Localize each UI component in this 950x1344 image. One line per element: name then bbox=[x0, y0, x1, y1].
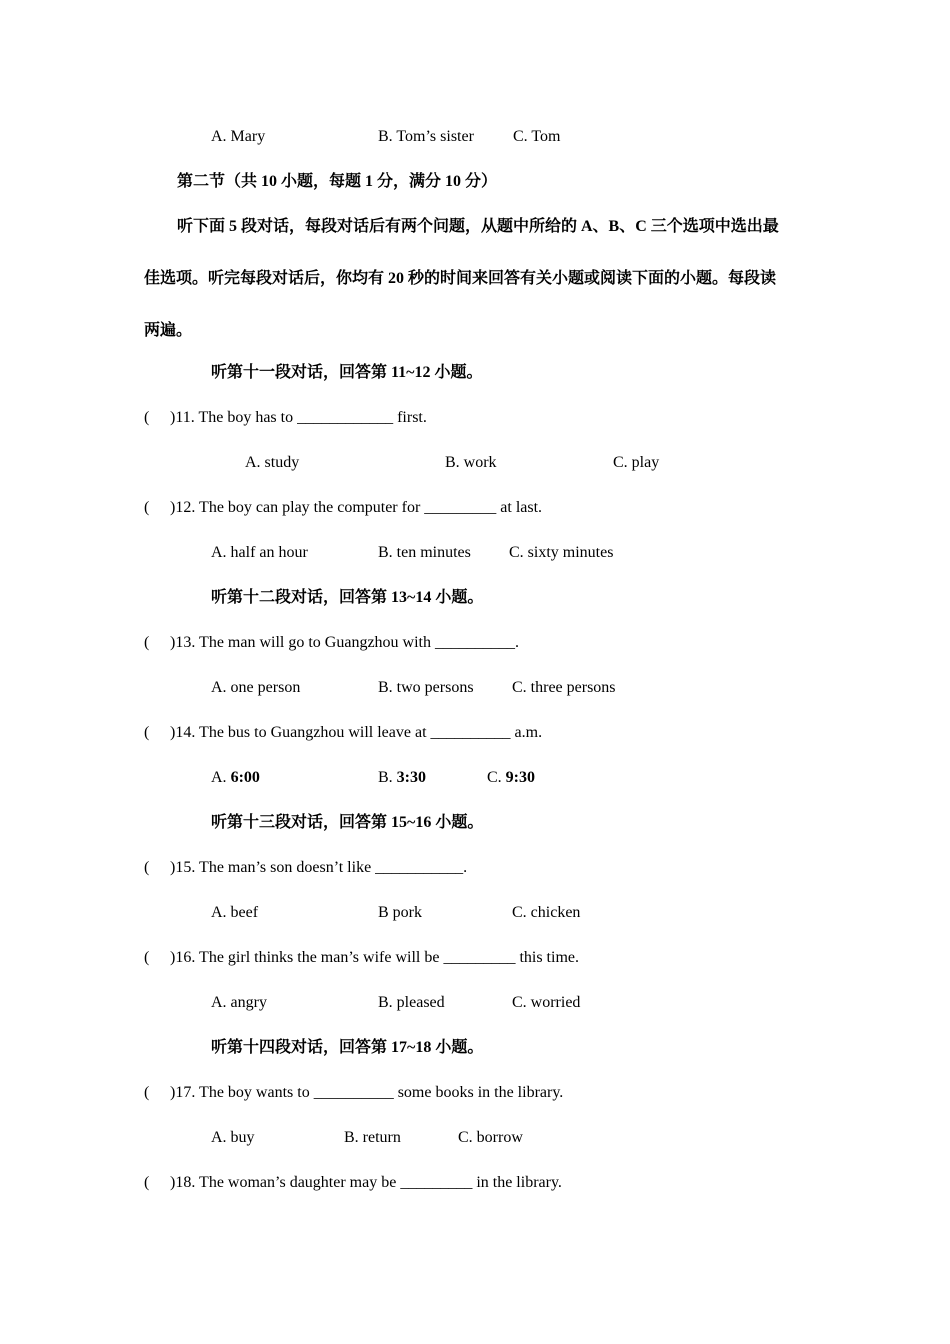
option-b: B. ten minutes bbox=[378, 544, 471, 561]
option-b: B pork bbox=[378, 904, 422, 921]
option-b: B. return bbox=[344, 1129, 401, 1146]
option-value: 9:30 bbox=[505, 769, 535, 786]
option-a: A. half an hour bbox=[211, 544, 308, 561]
dialogue-heading: 听第十二段对话，回答第 13~14 小题。 bbox=[211, 589, 484, 606]
option-c: C. worried bbox=[512, 994, 581, 1011]
question-13: )13. The man will go to Guangzhou with __________. bbox=[170, 634, 519, 651]
section-heading: 第二节（共 10 小题，每题 1 分，满分 10 分） bbox=[177, 173, 498, 190]
option-c: C. Tom bbox=[513, 128, 561, 145]
option-c: C. chicken bbox=[512, 904, 581, 921]
dialogue-heading: 听第十四段对话，回答第 17~18 小题。 bbox=[211, 1039, 484, 1056]
option-c: C. borrow bbox=[458, 1129, 523, 1146]
option-b: B. work bbox=[445, 454, 497, 471]
question-16: )16. The girl thinks the man’s wife will be _________ this time. bbox=[170, 949, 579, 966]
option-c bbox=[487, 768, 535, 788]
answer-paren: ( bbox=[144, 409, 150, 426]
option-letter: A. bbox=[211, 769, 227, 786]
option-a: A. study bbox=[245, 454, 300, 471]
option-letter: C. bbox=[487, 769, 502, 786]
dialogue-heading: 听第十三段对话，回答第 15~16 小题。 bbox=[211, 814, 484, 831]
question-11: )11. The boy has to ____________ first. bbox=[170, 409, 427, 426]
section-instruction: 佳选项。听完每段对话后，你均有 20 秒的时间来回答有关小题或阅读下面的小题。每段读 bbox=[144, 270, 777, 287]
answer-paren: ( bbox=[144, 1174, 150, 1191]
answer-paren: ( bbox=[144, 634, 150, 651]
question-12: )12. The boy can play the computer for _________ at last. bbox=[170, 499, 543, 516]
option-b: B. two persons bbox=[378, 679, 474, 696]
option-value: 6:00 bbox=[230, 769, 260, 786]
option-a: A. beef bbox=[211, 904, 259, 921]
option-c: C. sixty minutes bbox=[509, 544, 614, 561]
answer-paren: ( bbox=[144, 724, 150, 741]
section-instruction: 听下面 5 段对话，每段对话后有两个问题，从题中所给的 A、B、C 三个选项中选出最 bbox=[177, 218, 779, 235]
answer-paren: ( bbox=[144, 499, 150, 516]
option-a: A. angry bbox=[211, 994, 267, 1011]
option-c: C. play bbox=[613, 454, 660, 471]
answer-paren: ( bbox=[144, 949, 150, 966]
option-a: A. buy bbox=[211, 1129, 255, 1146]
question-17: )17. The boy wants to __________ some books in the library. bbox=[170, 1084, 564, 1101]
option-b: B. pleased bbox=[378, 994, 445, 1011]
question-18: )18. The woman’s daughter may be _________ in the library. bbox=[170, 1174, 562, 1191]
option-c: C. three persons bbox=[512, 679, 616, 696]
answer-paren: ( bbox=[144, 859, 150, 876]
option-b: B. Tom’s sister bbox=[378, 128, 474, 145]
dialogue-heading: 听第十一段对话，回答第 11~12 小题。 bbox=[211, 364, 483, 381]
option-a: A. one person bbox=[211, 679, 301, 696]
option-a: A. Mary bbox=[211, 128, 266, 145]
answer-paren: ( bbox=[144, 1084, 150, 1101]
option-letter: B. bbox=[378, 769, 393, 786]
option-a bbox=[211, 768, 260, 788]
question-14: )14. The bus to Guangzhou will leave at __________ a.m. bbox=[170, 724, 543, 741]
option-b bbox=[378, 768, 426, 788]
question-15: )15. The man’s son doesn’t like ___________. bbox=[170, 859, 468, 876]
section-instruction: 两遍。 bbox=[144, 322, 193, 339]
option-value: 3:30 bbox=[396, 769, 426, 786]
